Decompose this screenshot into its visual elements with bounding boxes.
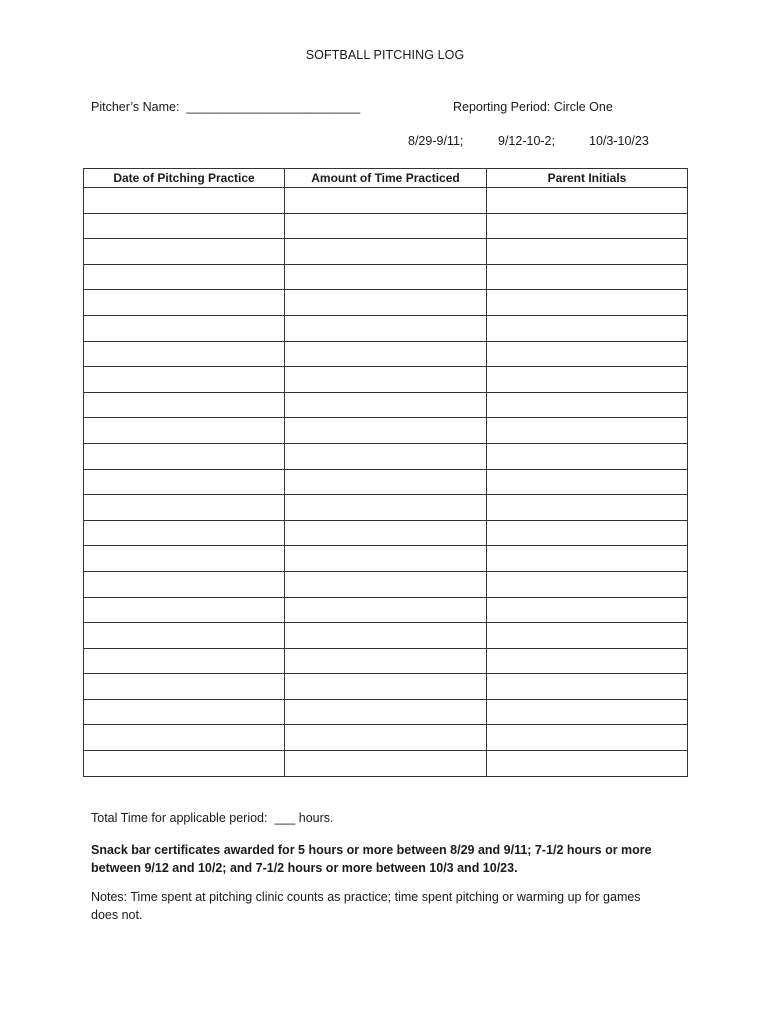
time-cell[interactable] [285, 367, 487, 393]
initials-cell[interactable] [487, 648, 688, 674]
initials-cell[interactable] [487, 495, 688, 521]
date-cell[interactable] [84, 367, 285, 393]
table-row [84, 188, 688, 214]
table-row [84, 674, 688, 700]
date-cell[interactable] [84, 239, 285, 265]
date-cell[interactable] [84, 213, 285, 239]
period-option-3[interactable]: 10/3-10/23 [589, 134, 649, 148]
table-row [84, 495, 688, 521]
pitcher-name-field[interactable]: _________________________ [186, 100, 361, 114]
date-cell[interactable] [84, 290, 285, 316]
time-cell[interactable] [285, 495, 487, 521]
table-row [84, 392, 688, 418]
initials-cell[interactable] [487, 546, 688, 572]
initials-cell[interactable] [487, 341, 688, 367]
table-row [84, 213, 688, 239]
table-row [84, 725, 688, 751]
time-cell[interactable] [285, 623, 487, 649]
table-row [84, 367, 688, 393]
initials-cell[interactable] [487, 623, 688, 649]
initials-cell[interactable] [487, 188, 688, 214]
table-row [84, 751, 688, 777]
table-row [84, 623, 688, 649]
date-cell[interactable] [84, 571, 285, 597]
initials-cell[interactable] [487, 674, 688, 700]
period-option-2[interactable]: 9/12-10-2; [498, 134, 555, 148]
time-cell[interactable] [285, 520, 487, 546]
date-cell[interactable] [84, 188, 285, 214]
date-cell[interactable] [84, 751, 285, 777]
initials-cell[interactable] [487, 392, 688, 418]
pitcher-name-line [91, 100, 360, 114]
snack-bar-certificates-note: Snack bar certificates awarded for 5 hours or more between 8/29 and 9/11; 7-1/2 hours or more between 9/12 and 10/2; and 7-1/2 hours or more between 10/3 and 10/23. [91, 843, 652, 875]
date-cell[interactable] [84, 674, 285, 700]
date-cell[interactable] [84, 597, 285, 623]
pitching-log-table [83, 168, 688, 777]
initials-cell[interactable] [487, 751, 688, 777]
time-cell[interactable] [285, 546, 487, 572]
table-row [84, 290, 688, 316]
initials-cell[interactable] [487, 520, 688, 546]
time-cell[interactable] [285, 469, 487, 495]
table-row [84, 571, 688, 597]
time-cell[interactable] [285, 571, 487, 597]
date-cell[interactable] [84, 495, 285, 521]
initials-cell[interactable] [487, 315, 688, 341]
time-cell[interactable] [285, 392, 487, 418]
table-row [84, 341, 688, 367]
time-cell[interactable] [285, 418, 487, 444]
date-cell[interactable] [84, 648, 285, 674]
table-row [84, 315, 688, 341]
date-cell[interactable] [84, 392, 285, 418]
initials-cell[interactable] [487, 213, 688, 239]
table-header-row [84, 169, 688, 188]
time-cell[interactable] [285, 264, 487, 290]
time-cell[interactable] [285, 725, 487, 751]
initials-cell[interactable] [487, 418, 688, 444]
header-amount-of-time: Amount of Time Practiced [285, 169, 487, 188]
table-row [84, 264, 688, 290]
initials-cell[interactable] [487, 725, 688, 751]
time-cell[interactable] [285, 751, 487, 777]
date-cell[interactable] [84, 623, 285, 649]
time-cell[interactable] [285, 213, 487, 239]
table-row [84, 597, 688, 623]
table-row [84, 443, 688, 469]
total-time-unit: hours. [298, 811, 334, 825]
date-cell[interactable] [84, 418, 285, 444]
header-date-of-practice: Date of Pitching Practice [84, 169, 285, 188]
initials-cell[interactable] [487, 597, 688, 623]
document-title: SOFTBALL PITCHING LOG [305, 48, 465, 62]
time-cell[interactable] [285, 443, 487, 469]
table-row [84, 469, 688, 495]
initials-cell[interactable] [487, 239, 688, 265]
reporting-period-label: Reporting Period: Circle One [453, 100, 613, 114]
table-row [84, 520, 688, 546]
time-cell[interactable] [285, 699, 487, 725]
period-option-1[interactable]: 8/29-9/11; [408, 134, 464, 148]
date-cell[interactable] [84, 443, 285, 469]
time-cell[interactable] [285, 188, 487, 214]
header-parent-initials: Parent Initials [487, 169, 688, 188]
initials-cell[interactable] [487, 367, 688, 393]
table-body [84, 188, 688, 777]
initials-cell[interactable] [487, 469, 688, 495]
pitcher-name-label: Pitcher’s Name: [91, 100, 180, 114]
table-row [84, 648, 688, 674]
total-time-label: Total Time for applicable period: [91, 811, 268, 825]
initials-cell[interactable] [487, 290, 688, 316]
time-cell[interactable] [285, 341, 487, 367]
time-cell[interactable] [285, 239, 487, 265]
date-cell[interactable] [84, 315, 285, 341]
date-cell[interactable] [84, 699, 285, 725]
date-cell[interactable] [84, 469, 285, 495]
table-row [84, 699, 688, 725]
initials-cell[interactable] [487, 699, 688, 725]
total-time-field[interactable]: ___ [274, 811, 296, 825]
initials-cell[interactable] [487, 443, 688, 469]
date-cell[interactable] [84, 341, 285, 367]
notes-paragraph: Notes: Time spent at pitching clinic counts as practice; time spent pitching or warming up for games does not. [91, 890, 641, 922]
initials-cell[interactable] [487, 571, 688, 597]
time-cell[interactable] [285, 597, 487, 623]
time-cell[interactable] [285, 674, 487, 700]
table-row [84, 239, 688, 265]
date-cell[interactable] [84, 725, 285, 751]
time-cell[interactable] [285, 290, 487, 316]
time-cell[interactable] [285, 648, 487, 674]
time-cell[interactable] [285, 315, 487, 341]
initials-cell[interactable] [487, 264, 688, 290]
table-row [84, 418, 688, 444]
table-row [84, 546, 688, 572]
date-cell[interactable] [84, 520, 285, 546]
date-cell[interactable] [84, 264, 285, 290]
date-cell[interactable] [84, 546, 285, 572]
total-time-line [91, 811, 334, 825]
